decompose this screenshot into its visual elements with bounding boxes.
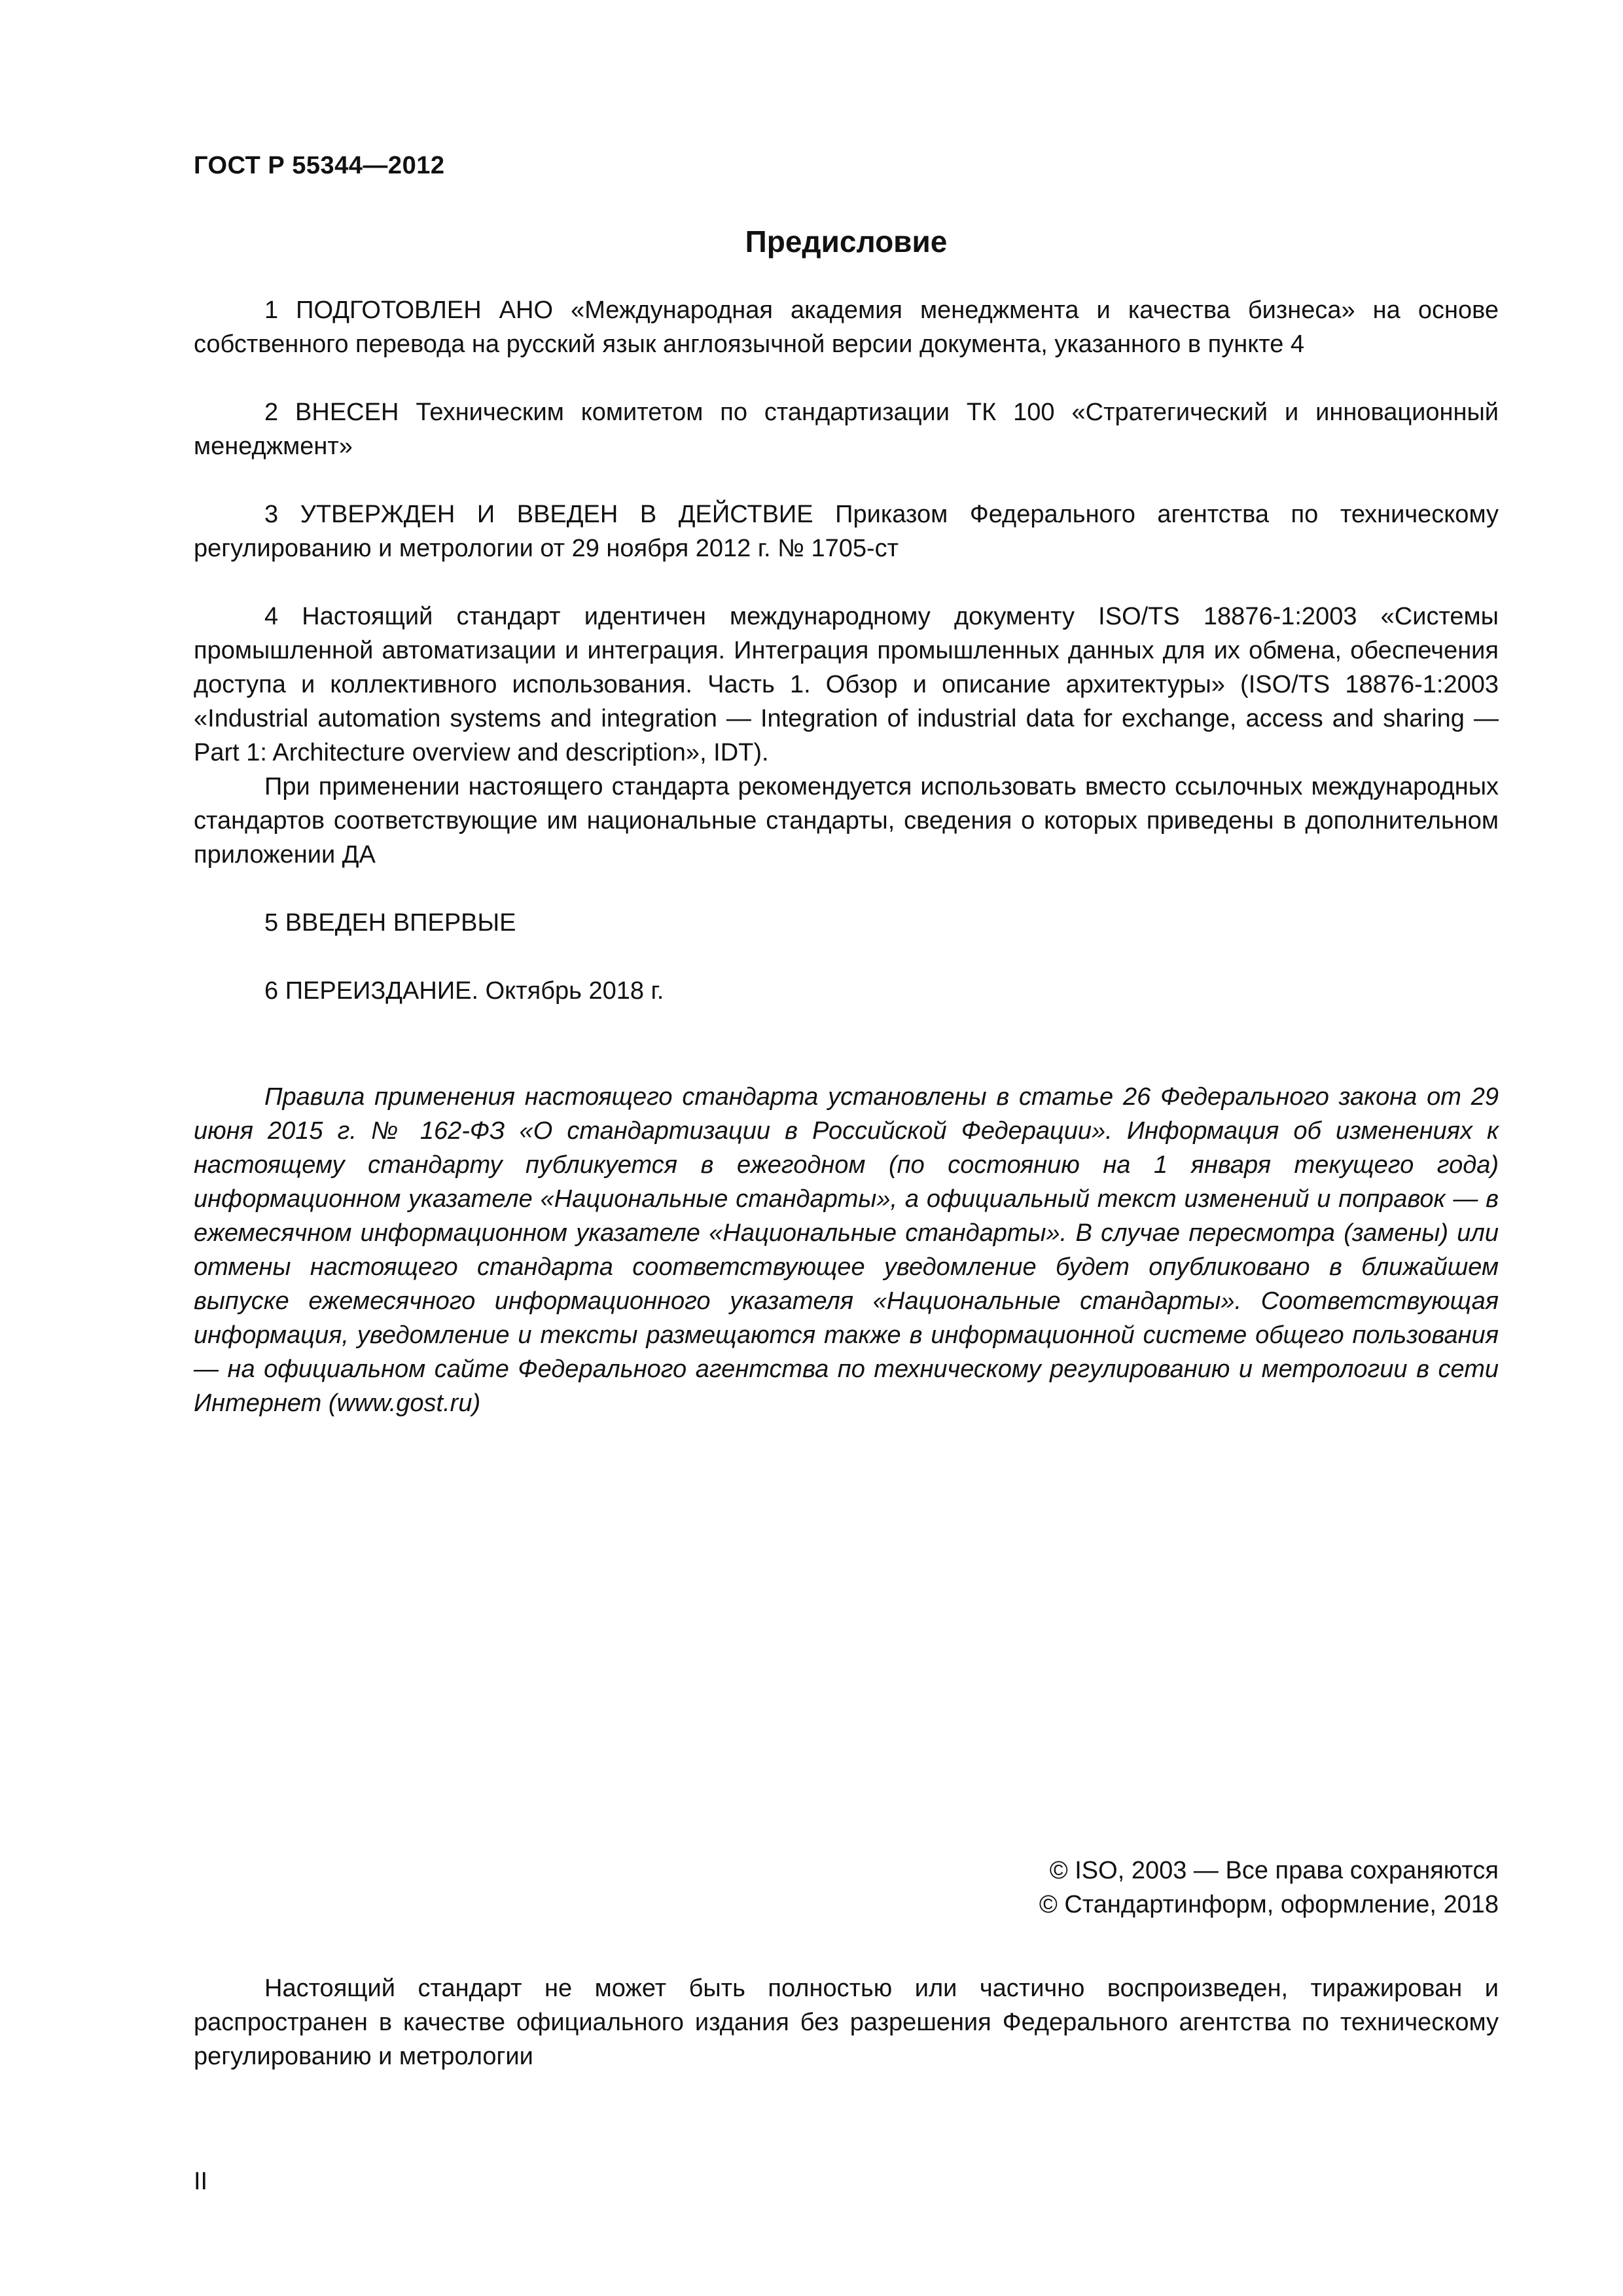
application-rules-text: Правила применения настоящего стандарта установлены в статье 26 Федерального закона от 29 июня 2015 г. № 162-ФЗ «О стандартизации в Российской Федерации». Информация об изменениях к настоящему стандарту публикуется в ежегодном (по состоянию на 1 января текущего года) информационном указателе «Национальные стандарты», а официальный текст изменений и поправок — в ежемесячном информационном указателе «Национальные стандарты». В случае пересмотра (замены) или отмены настоящего стандарта соответствующее уведомление будет опубликовано в ближайшем выпуске ежемесячного информационного указателя «Национальные стандарты». Соответствующая информация, уведомление и тексты размещаются также в информационной системе общего пользования — на официальном сайте Федерального агентства по техническому регулированию и метрологии в сети Интернет (www.gost.ru) xyxy=(194,1083,1499,1417)
foreword-body xyxy=(194,293,1499,1008)
foreword-item-6: 6 ПЕРЕИЗДАНИЕ. Октябрь 2018 г. xyxy=(264,977,664,1005)
page-title: Предисловие xyxy=(745,224,948,259)
document-code-header: ГОСТ Р 55344—2012 xyxy=(194,152,445,179)
copyright-block xyxy=(194,1854,1499,1922)
foreword-item-4: 4 Настоящий стандарт идентичен международному документу ISO/TS 18876-1:2003 «Системы промышленной автоматизации и интеграция. Интеграция промышленных данных для их обмена, обеспечения доступа и коллективного использования. Часть 1. Обзор и описание архитектуры» (ISO/TS 18876-1:2003 «Industrial automation systems and integration — Integration of industrial data for exchange, access and sharing — Part 1: Architecture overview and description», IDT). xyxy=(194,603,1499,766)
foreword-item-3: 3 УТВЕРЖДЕН И ВВЕДЕН В ДЕЙСТВИЕ Приказом Федерального агентства по техническому регулированию и метрологии от 29 ноября 2012 г. № 1705-ст xyxy=(194,501,1499,562)
foreword-item-5: 5 ВВЕДЕН ВПЕРВЫЕ xyxy=(264,909,516,937)
application-rules-note xyxy=(194,1080,1499,1420)
copyright-iso: © ISO, 2003 — Все права сохраняются xyxy=(1049,1857,1499,1884)
copyright-standartinform: © Стандартинформ, оформление, 2018 xyxy=(1039,1891,1499,1918)
page-number: II xyxy=(194,2168,208,2195)
foreword-item-2: 2 ВНЕСЕН Техническим комитетом по стандартизации ТК 100 «Стратегический и инновационный менеджмент» xyxy=(194,399,1499,460)
reproduction-notice xyxy=(194,1971,1499,2073)
reproduction-notice-text: Настоящий стандарт не может быть полностью или частично воспроизведен, тиражирован и распространен в качестве официального издания без разрешения Федерального агентства по техническому регулированию и метрологии xyxy=(194,1975,1499,2070)
foreword-item-4-continuation: При применении настоящего стандарта рекомендуется использовать вместо ссылочных международных стандартов соответствующие им национальные стандарты, сведения о которых приведены в дополнительном приложении ДА xyxy=(194,773,1499,869)
foreword-item-1: 1 ПОДГОТОВЛЕН АНО «Международная академия менеджмента и качества бизнеса» на основе собственного перевода на русский язык англоязычной версии документа, указанного в пункте 4 xyxy=(194,296,1499,358)
